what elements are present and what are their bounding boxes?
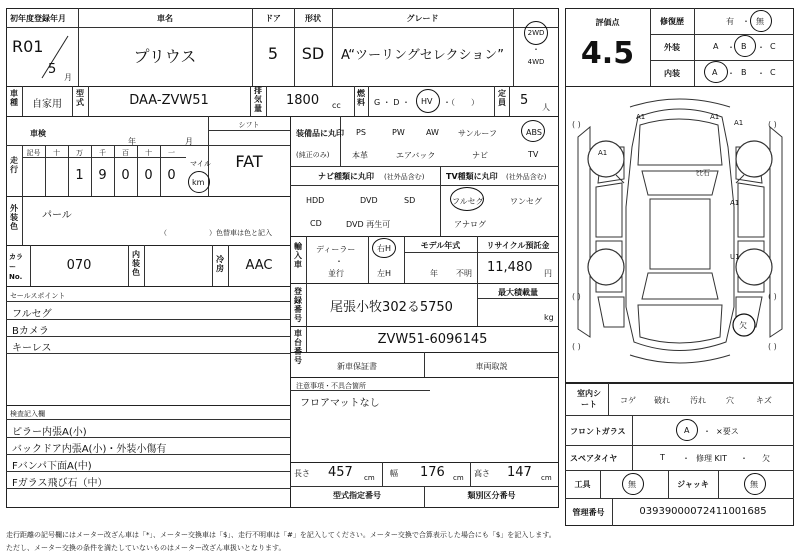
model-label: 型式 — [76, 89, 84, 107]
reg-year: R01 — [12, 37, 44, 56]
width-unit: cm — [453, 474, 464, 482]
capacity-label: 定員 — [498, 89, 506, 107]
repair-no: 無 — [756, 17, 764, 26]
color-note: （ ）色替車は色と記入 — [160, 229, 272, 237]
aircon: AAC — [245, 258, 273, 273]
interior-label: 内装 — [664, 69, 680, 78]
max-load-unit: kg — [544, 313, 554, 322]
front-glass-label: フロントガラス — [570, 427, 626, 436]
tv-analog: アナログ — [454, 220, 486, 229]
cc-unit: cc — [332, 101, 341, 110]
divider — [290, 283, 559, 284]
damage-mark: ﾋﾋ石 — [696, 169, 710, 177]
inspector-notes-title: 検査記入欄 — [10, 410, 45, 418]
divider — [212, 245, 213, 286]
repair-yes: 有 — [726, 17, 734, 26]
divider — [6, 319, 290, 320]
svg-text:( ): ( ) — [572, 120, 581, 129]
svg-text:( ): ( ) — [572, 342, 581, 351]
divider — [565, 498, 794, 499]
navi-cd: CD — [310, 219, 322, 228]
jack-label: ジャッキ — [677, 480, 709, 489]
notices-label: 注意事項・不具合箇所 — [296, 382, 366, 390]
exterior-label: 外装 — [664, 43, 680, 52]
selling-point-item: フルセグ — [12, 309, 52, 320]
model-year-unit: 年 — [430, 269, 438, 278]
spare-sep2: ・ — [740, 454, 748, 463]
divider — [45, 145, 46, 196]
divider — [290, 236, 559, 237]
divider — [354, 86, 355, 116]
shaken-year-unit: 年 — [128, 137, 136, 146]
tv-oneseg: ワンセグ — [510, 197, 542, 206]
tools-label: 工具 — [574, 480, 591, 489]
mileage-unit-label: 千 — [99, 149, 106, 157]
length-unit: cm — [364, 474, 375, 482]
capacity-unit: 人 — [542, 103, 550, 112]
exterior-color-label: 外装色 — [10, 204, 18, 231]
seat-option: 穴 — [726, 396, 734, 405]
divider — [6, 437, 290, 438]
divider — [6, 488, 290, 489]
mileage-label: 走行 — [10, 156, 18, 174]
inspector-note-item: Fガラス飛び石（中） — [12, 478, 108, 489]
damage-mark: A1 — [710, 113, 720, 121]
tools-value: 無 — [628, 480, 636, 489]
footer-line1: 走行距離の記号欄にはメーター改ざん車は「*」、メーター交換車は「$」、走行不明車は「#」を記入してください。メーター交換で合算表示した場合にも「$」を記入します。 — [6, 531, 556, 539]
svg-text:( ): ( ) — [572, 292, 581, 301]
inspector-note-item: ピラー内張A(小) — [12, 427, 87, 438]
recycle-value: 11,480 — [487, 260, 533, 275]
divider — [128, 245, 129, 286]
equipment-item: サンルーフ — [458, 129, 497, 138]
ext-sep1: ・ — [727, 43, 735, 52]
height: 147 — [507, 465, 532, 480]
divider — [718, 470, 719, 498]
tv-fullseg: フルセグ — [452, 197, 484, 206]
mileage-digit: 0 — [167, 168, 176, 183]
spare-t: T — [660, 453, 665, 462]
divider — [306, 236, 307, 283]
vehicle-manual: 車両取説 — [475, 362, 508, 371]
divider — [6, 405, 290, 406]
divider — [650, 34, 794, 35]
grade-label: グレード — [406, 14, 439, 23]
int-a: A — [712, 68, 718, 77]
width: 176 — [420, 465, 445, 480]
equipment-sub: (純正のみ) — [296, 151, 330, 159]
divider — [266, 86, 267, 116]
registration-label: 登録番号 — [294, 287, 302, 323]
repair-label: 修復歴 — [660, 17, 684, 26]
divider — [565, 445, 794, 446]
damage-mark: U1 — [730, 253, 740, 261]
reg-month-unit: 月 — [64, 73, 72, 82]
navi-sub: (社外品含む) — [384, 173, 425, 181]
door-label: ドア — [265, 14, 281, 23]
ext-sep2: ・ — [757, 43, 765, 52]
mileage-unit-label: 百 — [122, 149, 129, 157]
equipment-item: ABS — [526, 128, 542, 137]
seat-option: 破れ — [654, 396, 670, 405]
navi-hdd: HDD — [306, 196, 325, 205]
inspector-note-item: バックドア内張A(小)・外装小傷有 — [12, 444, 167, 455]
int-sep2: ・ — [757, 69, 765, 78]
divider — [290, 326, 559, 327]
import-right-h: 右H — [377, 244, 392, 253]
mileage-digit: 0 — [121, 168, 130, 183]
divider — [6, 286, 290, 287]
fuel-hv: HV — [421, 97, 433, 106]
divider — [6, 336, 290, 337]
score: 4.5 — [580, 36, 635, 71]
ext-a: A — [713, 42, 719, 51]
divider — [6, 353, 290, 354]
divider — [6, 116, 559, 117]
tv-label: TV種類に丸印 — [446, 172, 498, 181]
usage: 自家用 — [32, 99, 62, 110]
divider — [6, 27, 559, 28]
divider — [290, 185, 559, 186]
divider — [509, 86, 510, 116]
seat-option: コゲ — [620, 396, 636, 405]
divider — [6, 419, 290, 420]
seat-option: キズ — [756, 396, 772, 405]
management-number: 03939000072411001685 — [639, 506, 767, 517]
equipment-item: エアバック — [396, 151, 436, 160]
divider — [290, 166, 559, 167]
width-label: 幅 — [390, 469, 398, 478]
kuruma-label: 車種 — [10, 89, 18, 107]
length-label: 長さ — [294, 469, 310, 478]
mileage-unit-label: 十 — [53, 149, 60, 157]
mileage-digit: 0 — [144, 168, 153, 183]
designation-label: 型式指定番号 — [333, 491, 381, 500]
divider — [477, 298, 559, 299]
mileage-unit-label: 記号 — [26, 149, 41, 157]
equipment-item: AW — [426, 128, 439, 137]
divider — [440, 166, 441, 236]
divider — [404, 252, 559, 253]
divider — [608, 383, 609, 415]
length: 457 — [328, 465, 353, 480]
color-no-label: カラーNo. — [9, 253, 23, 281]
navi-dvd-play: DVD 再生可 — [346, 220, 391, 229]
first-reg-label: 初年度登録年月 — [10, 14, 66, 23]
int-c: C — [770, 68, 776, 77]
inspector-note-item: Fバンパ下面A(中) — [12, 461, 92, 472]
equipment-label: 装備品に丸印 — [296, 129, 344, 138]
recycle-label: リサイクル預託金 — [486, 241, 550, 250]
abs-circle — [521, 120, 545, 142]
spare-tire-label: スペアタイヤ — [570, 454, 618, 463]
management-label: 管理番号 — [572, 508, 605, 517]
divider — [250, 86, 251, 116]
divider — [694, 8, 695, 86]
model-year-unknown: 不明 — [456, 269, 472, 278]
damage-mark: A1 — [730, 199, 740, 207]
selling-point-item: キーレス — [12, 343, 52, 354]
capacity: 5 — [520, 93, 529, 108]
divider — [290, 377, 559, 378]
seat-option: 汚れ — [690, 396, 706, 405]
divider — [382, 462, 383, 486]
drive-4wd: 4WD — [527, 58, 545, 66]
footer-line2: ただし、メーター交換の条件を満たしていないものはメーター改ざん車扱いとなります。 — [6, 544, 286, 552]
divider — [290, 390, 430, 391]
exterior-color: パール — [42, 210, 72, 221]
interior-color-label: 内装色 — [132, 250, 140, 277]
equipment-item: PS — [356, 128, 366, 137]
equipment-item: 本革 — [352, 151, 368, 160]
car-name-label: 車名 — [157, 14, 173, 23]
spare-sep1: ・ — [682, 454, 690, 463]
displacement: 1800 — [286, 93, 320, 108]
reg-month: 5 — [48, 62, 57, 77]
spare-kit: 修理 KIT — [696, 454, 728, 463]
divider — [470, 462, 471, 486]
svg-text:( ): ( ) — [768, 292, 777, 301]
selling-points-title: セールスポイント — [10, 292, 66, 300]
mileage-digit: 1 — [75, 168, 84, 183]
displacement-label: 排気量 — [254, 86, 262, 113]
car-name: プリウス — [133, 47, 197, 66]
glass-x: ×要ス — [716, 427, 739, 436]
ext-c: C — [770, 42, 776, 51]
new-car-warranty: 新車保証書 — [337, 362, 377, 371]
navi-sd: SD — [404, 196, 416, 205]
grade: A“ツーリングセレクション” — [341, 48, 504, 63]
shaken-month-unit: 月 — [185, 137, 193, 146]
interior-seat-label: 室内シート — [577, 389, 601, 409]
height-label: 高さ — [474, 469, 490, 478]
mileage-unit-label: 一 — [168, 149, 175, 157]
equipment-item: TV — [528, 150, 539, 159]
import-sep: ・ — [335, 257, 343, 266]
shift-label: シフト — [238, 121, 260, 129]
fuel-options: G ・ D ・ — [374, 98, 410, 107]
mileage-digit: 9 — [98, 168, 107, 183]
divider — [72, 86, 73, 116]
int-sep1: ・ — [727, 69, 735, 78]
damage-mark: A1 — [636, 113, 646, 121]
divider — [6, 145, 290, 146]
import-label: 輸入車 — [294, 242, 302, 269]
shaken-label: 車検 — [30, 129, 46, 138]
divider — [340, 116, 341, 166]
import-left-h: 左H — [377, 269, 392, 278]
repair-sep: ・ — [742, 17, 750, 26]
divider — [6, 245, 290, 246]
glass-a: A — [684, 426, 690, 435]
km-label: km — [192, 178, 205, 187]
divider — [565, 415, 794, 416]
jack-value: 無 — [750, 480, 758, 489]
chassis-number: ZVW51-6096145 — [377, 332, 488, 347]
registration-number: 尾張小牧302る5750 — [330, 300, 453, 315]
divider — [600, 470, 601, 498]
svg-text:( ): ( ) — [768, 342, 777, 351]
aircon-label: 冷房 — [216, 255, 224, 273]
score-label: 評価点 — [595, 18, 620, 27]
shift: FAT — [235, 152, 263, 171]
drive-2wd: 2WD — [527, 29, 545, 37]
notices-value: フロアマットなし — [300, 398, 380, 409]
column-split — [290, 116, 291, 508]
svg-text:( ): ( ) — [768, 120, 777, 129]
divider — [632, 415, 633, 470]
car-damage-diagram — [566, 87, 793, 382]
fuel-label: 燃料 — [357, 89, 365, 107]
selling-point-item: Bカメラ — [12, 326, 49, 337]
height-unit: cm — [541, 474, 552, 482]
mileage-unit-label: 十 — [145, 149, 152, 157]
shape: SD — [301, 44, 325, 63]
divider — [208, 130, 290, 131]
navi-label: ナビ種類に丸印 — [318, 172, 374, 181]
divider — [6, 196, 290, 197]
doors: 5 — [267, 44, 279, 63]
divider — [6, 454, 290, 455]
color-no: 070 — [66, 258, 92, 273]
model-year-label: モデル年式 — [420, 241, 461, 250]
divider — [368, 236, 369, 283]
damage-mark: A1 — [734, 119, 744, 127]
divider — [368, 86, 369, 116]
divider — [22, 196, 23, 245]
divider — [290, 462, 559, 463]
glass-sep: ・ — [703, 427, 711, 436]
spare-none: 欠 — [762, 454, 770, 463]
recycle-yen: 円 — [544, 269, 552, 278]
mileage-unit-label: 万 — [76, 149, 83, 157]
fuel-paren: ・（ ） — [443, 98, 479, 107]
model: DAA-ZVW51 — [129, 93, 209, 108]
divider — [494, 86, 495, 116]
divider — [144, 245, 145, 286]
chip-mark: 欠 — [739, 321, 747, 330]
import-dealer: ディーラー — [316, 245, 356, 254]
category-label: 類別区分番号 — [467, 491, 516, 500]
mile-label: マイル — [190, 160, 211, 168]
drive-separator: ・ — [532, 45, 540, 54]
ext-b: B — [741, 42, 747, 51]
equipment-item: ナビ — [472, 151, 488, 160]
divider — [650, 60, 794, 61]
equipment-item: PW — [392, 128, 405, 137]
int-b: B — [741, 68, 747, 77]
divider — [6, 471, 290, 472]
chassis-label: 車台番号 — [294, 329, 302, 365]
max-load-label: 最大積載量 — [498, 288, 538, 297]
tv-sub: (社外品含む) — [506, 173, 547, 181]
import-parallel: 並行 — [328, 269, 344, 278]
damage-mark: A1 — [598, 149, 608, 157]
navi-dvd: DVD — [360, 196, 378, 205]
shape-label: 形状 — [305, 14, 321, 23]
divider — [6, 301, 290, 302]
